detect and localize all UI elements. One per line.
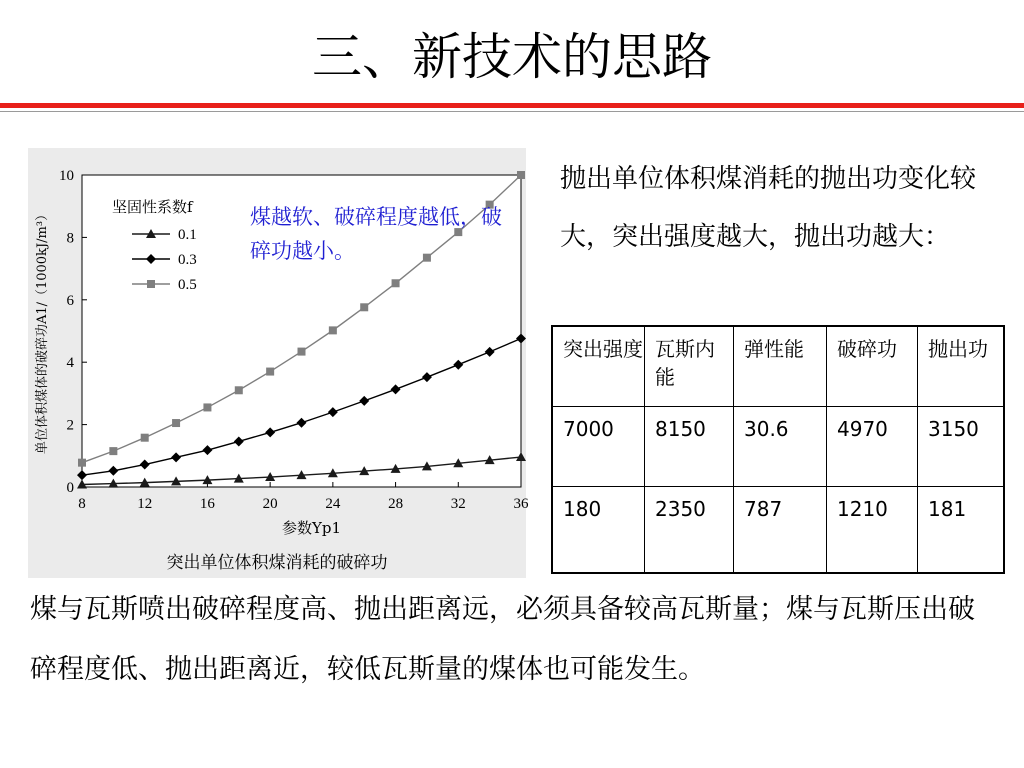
- table-cell: 787: [734, 486, 827, 573]
- chart-caption: 突出单位体积煤消耗的破碎功: [166, 553, 388, 573]
- table-header-cell: 破碎功: [827, 326, 918, 406]
- y-tick-label: 0: [66, 480, 74, 496]
- title-underline-red: [0, 103, 1024, 108]
- y-axis-label: 单位体积煤体的破碎功A1/（1000kJ/m³）: [35, 207, 50, 455]
- chart-panel: [28, 148, 529, 578]
- x-tick-label: 20: [262, 496, 278, 512]
- table-cell: 180: [552, 486, 645, 573]
- y-tick-label: 4: [66, 355, 74, 372]
- conclusion-text: 煤与瓦斯喷出破碎程度高、抛出距离远，必须具备较高瓦斯量；煤与瓦斯压出破碎程度低、抛出距离近，较低瓦斯量的煤体也可能发生。: [30, 594, 975, 685]
- legend-entry-label: 0.5: [178, 277, 197, 293]
- chart-annotation: 煤越软、破碎程度越低，破碎功越小。: [250, 205, 502, 263]
- table-cell: 8150: [645, 406, 734, 486]
- table-header-cell: 瓦斯内能: [645, 326, 734, 406]
- table-header-cell: 弹性能: [734, 326, 827, 406]
- data-point-square: [203, 403, 211, 411]
- data-point-square: [517, 171, 525, 179]
- legend-entry-label: 0.3: [178, 252, 197, 268]
- data-point-square: [147, 280, 155, 288]
- y-tick-label: 8: [66, 230, 74, 247]
- x-tick-label: 32: [450, 496, 466, 512]
- table-row: [552, 486, 1004, 573]
- y-tick-label: 2: [66, 417, 74, 434]
- table-cell: 2350: [645, 486, 734, 573]
- x-tick-label: 24: [325, 496, 341, 512]
- table-cell: 30.6: [734, 406, 827, 486]
- x-tick-label: 12: [137, 496, 153, 512]
- x-axis-label: 参数Yp1: [281, 519, 342, 537]
- slide-title: 三、新技术的思路: [312, 28, 712, 86]
- title-underline-gray: [0, 111, 1024, 112]
- data-point-square: [109, 447, 117, 455]
- y-tick-label: 10: [59, 168, 74, 184]
- table-header-cell: 抛出功: [918, 326, 1005, 406]
- table-cell: 4970: [827, 406, 918, 486]
- data-point-square: [235, 386, 243, 394]
- data-point-square: [392, 279, 400, 287]
- table-row: [552, 406, 1004, 486]
- table-cell: 7000: [552, 406, 645, 486]
- data-point-square: [266, 368, 274, 376]
- data-point-square: [141, 434, 149, 442]
- table-cell: 3150: [918, 406, 1005, 486]
- data-point-square: [78, 459, 86, 467]
- data-point-square: [329, 326, 337, 334]
- table-cell: 1210: [827, 486, 918, 573]
- table-header-row: [552, 326, 1004, 406]
- table-cell: 181: [918, 486, 1005, 573]
- data-point-square: [360, 303, 368, 311]
- data-point-square: [172, 419, 180, 427]
- x-tick-label: 36: [513, 496, 529, 512]
- x-tick-label: 8: [78, 496, 86, 512]
- x-tick-label: 28: [388, 496, 404, 512]
- data-point-square: [298, 348, 306, 356]
- energy-table: [551, 325, 1005, 574]
- x-tick-label: 16: [199, 496, 215, 512]
- y-tick-label: 6: [66, 292, 74, 309]
- table-header-cell: 突出强度: [552, 326, 645, 406]
- legend-entry-label: 0.1: [178, 227, 197, 243]
- legend-title: 坚固性系数f: [112, 198, 193, 216]
- intro-text: 抛出单位体积煤消耗的抛出功变化较大，突出强度越大，抛出功越大：: [560, 164, 977, 252]
